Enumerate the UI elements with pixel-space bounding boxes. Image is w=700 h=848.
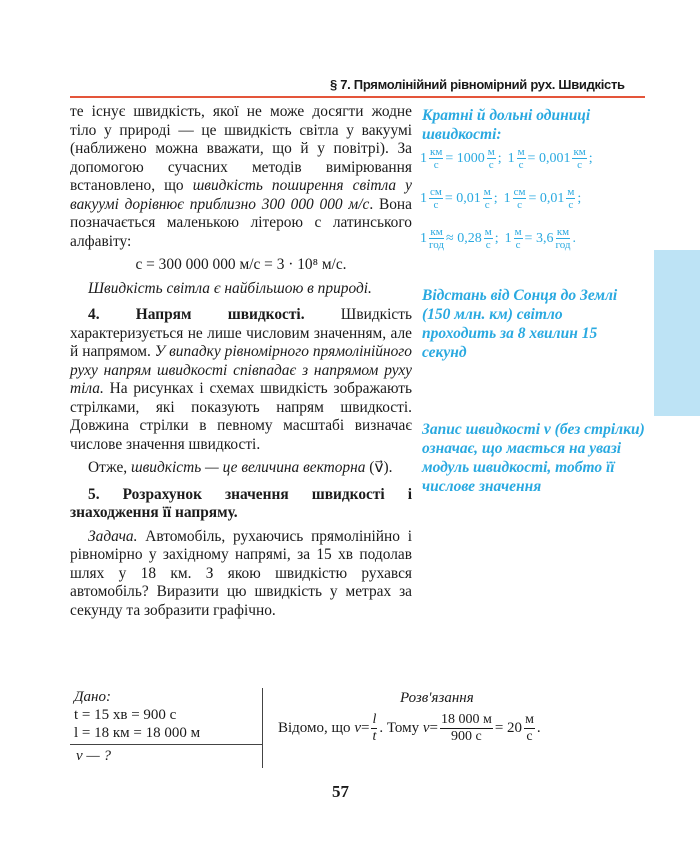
given-vertical-divider bbox=[262, 688, 263, 768]
units-row-2: 1 $\frac{см}{с}$ = 0,01 $\frac{м}{с}$ ; 1 $\frac{см}{с}$ = 0,01 $\frac{м}{с}$ ; bbox=[420, 186, 582, 211]
task-paragraph: Задача. Автомобіль, рухаючись прямолінійно і рівномірно у західному напрямі, за 15 хв подолав шлях у 18 км. З якою швидкістю рухався автомобіль? Виразити цю швидкість у метрах за секунду та зобразити графічно. bbox=[70, 527, 412, 619]
fraction-m-s-4: $\frac{м}{с}$ bbox=[567, 186, 575, 211]
unknown-quantity: v — ? bbox=[76, 748, 111, 764]
side-note-speed-notation: Запис швидкості v (без стрілки) означає, що мається на увазі модуль швидкості, тобто її числове значення bbox=[422, 421, 645, 495]
given-time: t = 15 хв = 900 с bbox=[74, 707, 177, 723]
fraction-m-s-3: $\frac{м}{с}$ bbox=[483, 186, 491, 211]
main-text-column bbox=[70, 103, 412, 625]
header-rule bbox=[70, 96, 645, 98]
fraction-m-s: $\frac{м}{с}$ bbox=[487, 146, 495, 171]
page-edge-tab bbox=[654, 250, 700, 416]
fraction-km-h-2: $\frac{км}{\text{год}}$ bbox=[555, 226, 571, 251]
section-5-title: 5. Розрахунок значення швидкості і знаходження її напряму. bbox=[70, 485, 412, 521]
fraction-m-s-6: $\frac{м}{с}$ bbox=[514, 226, 522, 251]
light-speed-formula: c = 300 000 000 м/с = 3 · 10⁸ м/с. bbox=[135, 256, 347, 273]
side-note-sun-distance: Відстань від Сонця до Землі (150 млн. км) світло проходить за 8 хвилин 15 секунд bbox=[422, 287, 618, 361]
side-units-title: Кратні й дольні одиниці швидкості: bbox=[422, 107, 591, 143]
vector-definition: Отже, швидкість — це величина векторна (v⃗). bbox=[88, 459, 393, 476]
units-row-3: 1 $\frac{км}{\text{год}}$ ≈ 0,28 $\frac{м}{с}$ ; 1 $\frac{м}{с}$ = 3,6 $\frac{км}{\text{год}}$ . bbox=[420, 226, 576, 251]
fraction-cm-s-2: $\frac{см}{с}$ bbox=[513, 186, 526, 211]
given-divider bbox=[70, 744, 262, 745]
running-header: § 7. Прямолінійний рівномірний рух. Швидкість bbox=[330, 77, 625, 92]
page-number: 57 bbox=[332, 782, 349, 801]
given-block bbox=[74, 688, 200, 742]
section-4: 4. Напрям швидкості. Швидкість характеризується не лише числовим значенням, але й напрямом. У випадку рівномірного прямолінійного руху напрям швидкості співпадає з напрямом руху тіла. На рисунках і схемах швидкість зображають стрілками, які показують напрям швидкості. Довжина стрілки в певному масштабі визначає числове значення швидкості. bbox=[70, 306, 412, 453]
section-4-title: 4. Напрям швидкості. bbox=[88, 306, 305, 323]
paragraph-fastest: Швидкість світла є найбільшою в природі. bbox=[88, 279, 372, 297]
paragraph-light-speed: те існує швидкість, якої не може досягти жодне тіло у природі — це швидкість світла у вакуумі (наближено можна вважати, що й у повітрі). За допомогою сучасних методів вимірювання встановлено, що швидкість поширення світла у вакуумі дорівнює приблизно 300 000 000 м/с. Вона позначається маленькою літерою c латинського алфавіту: bbox=[70, 103, 412, 250]
fraction-m-s-2: $\frac{м}{с}$ bbox=[517, 146, 525, 171]
solution-title: Розв'язання bbox=[400, 690, 474, 706]
given-label: Дано: bbox=[74, 689, 111, 705]
given-distance: l = 18 км = 18 000 м bbox=[74, 725, 201, 741]
fraction-km-h: $\frac{км}{\text{год}}$ bbox=[429, 226, 445, 251]
fraction-18000-900: $\frac{18 000 м}{900 с}$ bbox=[440, 712, 492, 744]
units-row-1: 1 $\frac{км}{с}$ = 1000 $\frac{м}{с}$ ; 1 $\frac{м}{с}$ = 0,001 $\frac{км}{с}$ ; bbox=[420, 146, 593, 171]
fraction-km-s-2: $\frac{км}{с}$ bbox=[573, 146, 586, 171]
task-label: Задача. bbox=[88, 527, 138, 545]
fraction-result-unit: $\frac{м}{с}$ bbox=[525, 712, 534, 744]
solution-equation: Відомо, що v = $\frac{l}{t}$ . Тому v = $\frac{18 000 м}{900 с}$ = 20 $\frac{м}{с}$ . bbox=[278, 712, 541, 744]
light-speed-definition: швидкість поширення світла у вакуумі дорівнює приблизно 300 000 000 м/с bbox=[70, 177, 412, 213]
fraction-km-s: $\frac{км}{с}$ bbox=[430, 146, 443, 171]
fraction-cm-s: $\frac{см}{с}$ bbox=[430, 186, 442, 211]
fraction-l-t: $\frac{l}{t}$ bbox=[372, 712, 377, 744]
fraction-m-s-5: $\frac{м}{с}$ bbox=[484, 226, 492, 251]
